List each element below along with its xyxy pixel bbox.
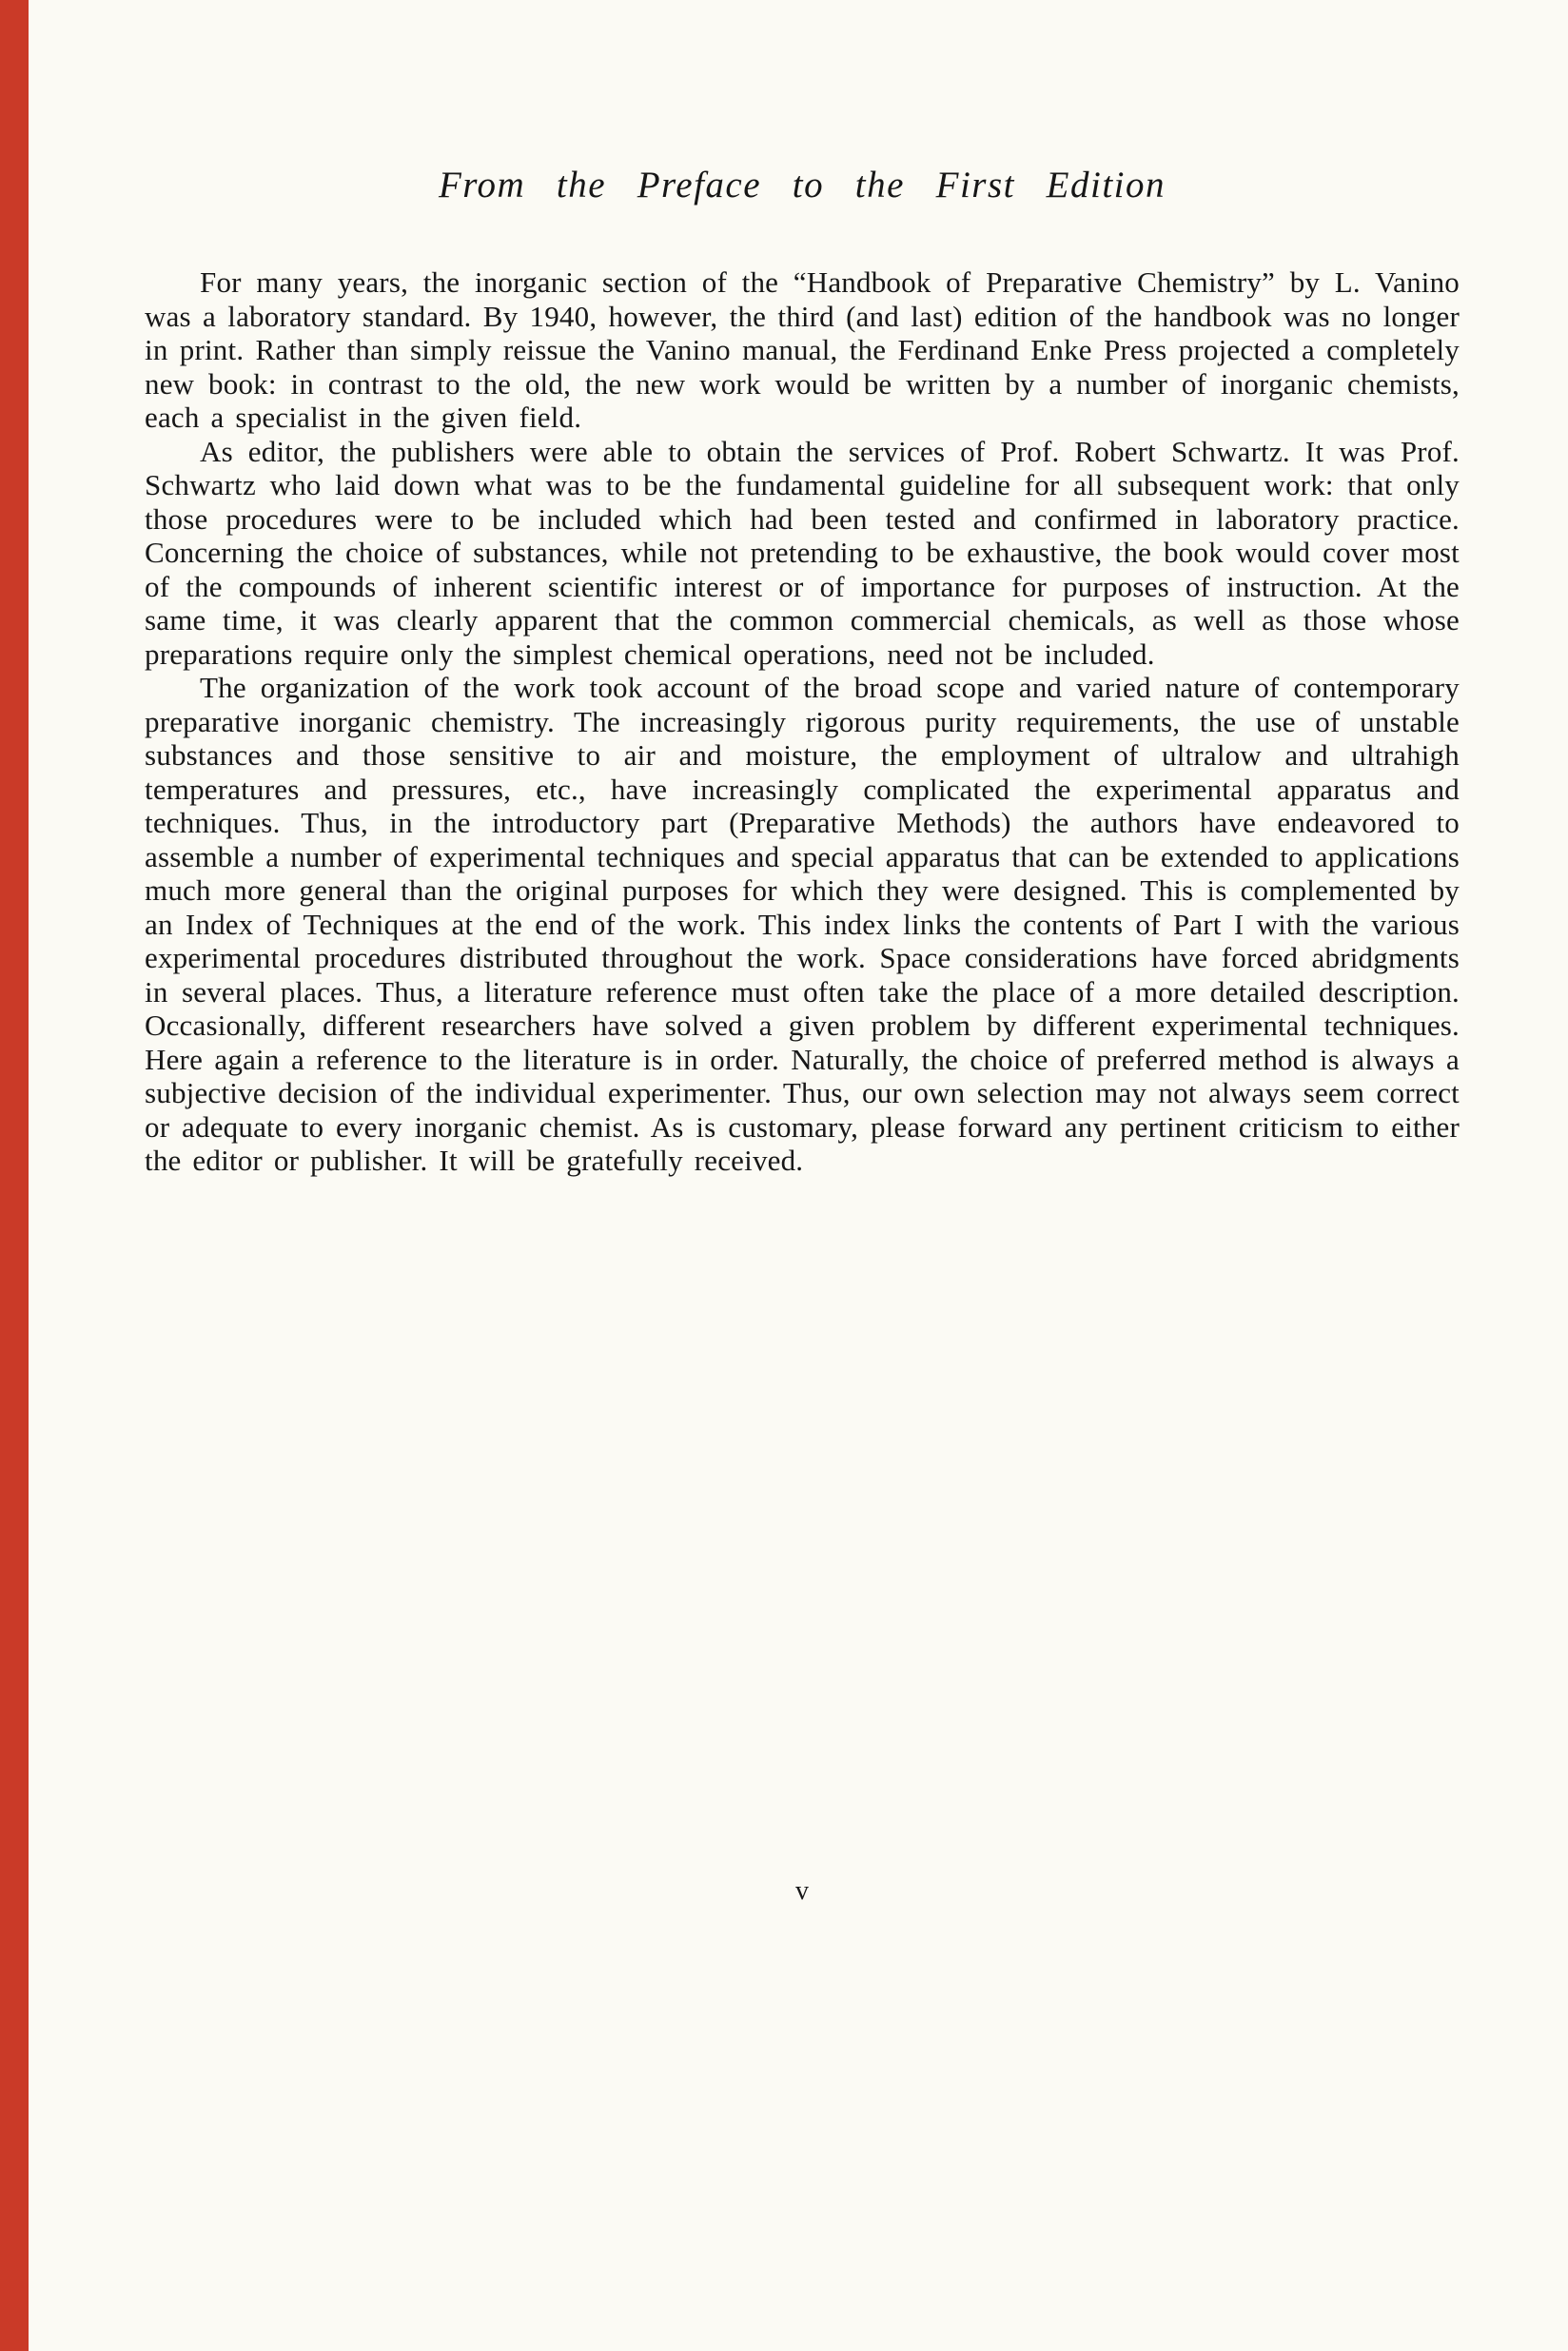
paragraph-1: For many years, the inorganic section of the “Handbook of Preparative Chemistry” by L. Vanino was a laboratory standard. By 1940, however, the third (and last) edition of the handbook was no longer in print. Rather than simply reissue the Vanino manual, the Ferdinand Enke Press projected a completely new book: in contrast to the old, the new work would be written by a number of inorganic chemists, each a specialist in the given field. (145, 265, 1460, 434)
paragraph-3: The organization of the work took account of the broad scope and varied nature of contemporary preparative inorganic chemistry. The increasingly rigorous purity requirements, the use of unstable substances and those sensitive to air and moisture, the employment of ultralow and ultrahigh temperatures and pressures, etc., have increasingly complicated the experimental apparatus and techniques. Thus, in the introductory part (Preparative Methods) the authors have endeavored to assemble a number of experimental techniques and special apparatus that can be extended to applications much more general than the original purposes for which they were designed. This is complemented by an Index of Techniques at the end of the work. This index links the contents of Part I with the various experimental procedures distributed throughout the work. Space considerations have forced abridgments in several places. Thus, a literature reference must often take the place of a more detailed description. Occasionally, different researchers have solved a given problem by different experimental techniques. Here again a reference to the literature is in order. Naturally, the choice of preferred method is always a subjective decision of the individual experimenter. Thus, our own selection may not always seem correct or adequate to every inorganic chemist. As is customary, please forward any pertinent criticism to either the editor or publisher. It will be gratefully received. (145, 671, 1460, 1177)
page-number: v (795, 1876, 809, 1906)
book-page (145, 164, 1460, 1178)
paragraph-2: As editor, the publishers were able to obtain the services of Prof. Robert Schwartz. It was Prof. Schwartz who laid down what was to be the fundamental guideline for all subsequent work: that only those procedures were to be included which had been tested and confirmed in laboratory practice. Concerning the choice of substances, while not pretending to be exhaustive, the book would cover most of the compounds of inherent scientific interest or of importance for purposes of instruction. At the same time, it was clearly apparent that the common commercial chemicals, as well as those whose preparations require only the simplest chemical operations, need not be included. (145, 434, 1460, 671)
page-title: From the Preface to the First Edition (438, 165, 1166, 206)
book-edge-stripe (0, 0, 29, 2351)
